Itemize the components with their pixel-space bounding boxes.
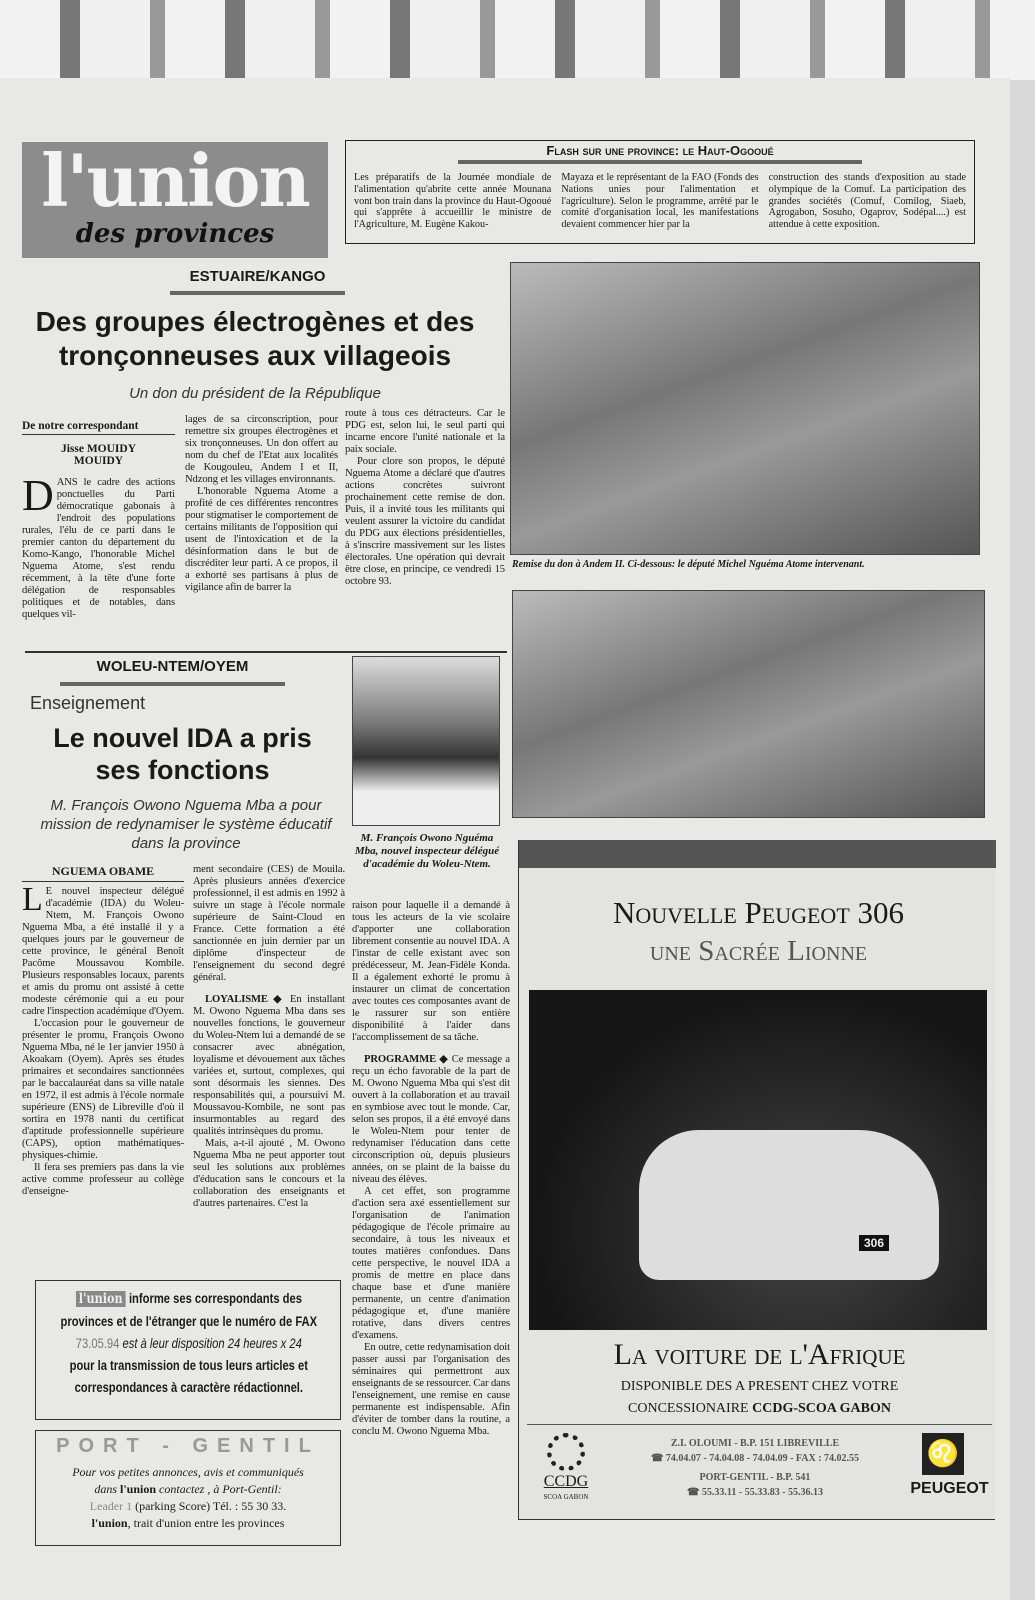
article-text: E nouvel inspecteur délégué d'académie (IDA) du Woleu-Ntem, M. François Owono Nguema Mba, a été installé il y a quelques jours par le gouverneur de cette province, le général Benoît Pacôme Moussavou Kombile. Plusieurs responsables locaux, parents et amis du promu ont assisté à cette modeste cérémonie qui a eu pour cadre l'inspection académique d'Oyem.	[22, 886, 184, 1017]
ad-text: (parking Score) Tél. : 55 30 33.	[135, 1499, 287, 1513]
car-plate: 306	[859, 1235, 889, 1251]
flash-title: Flash sur une province: le Haut-Ogooué	[546, 143, 774, 158]
photo-deputy	[512, 590, 985, 818]
subsection-lead: LOYALISME ◆	[205, 994, 285, 1005]
car-shape	[639, 1130, 939, 1280]
article-text: En installant M. Owono Nguema Mba dans ses nouvelles fonctions, le gouverneur du Woleu-Ntem lui a demandé de se consacrer avec abnégation, loyalisme et dévouement aux tâches variées et, surtout, complexes, qui sont désormais les siennes. Des responsabilités qui, a poursuivi M. Moussavou-Kombile, ne sont pas insurmontables au regard des qualités intrinsèques du promu.	[193, 994, 345, 1137]
article-text: route à tous ces détracteurs. Car le PDG est, selon lui, le seul parti qui incarne encore l'unité nationale et la paix sociale.	[345, 408, 505, 455]
leader-name: Leader 1	[89, 1499, 133, 1513]
article-text: Mais, a-t-il ajouté , M. Owono Nguema Mba ne peut apporter tout seul les solutions aux problèmes d'éducation sans le concours et la collaboration des enseignants et d'autres partenaires. C'est la	[193, 1138, 345, 1209]
port-gentil-ad: PORT - GENTIL Pour vos petites annonces, avis et communiqués dans l'union contactez , à Port-Gentil: Leader 1 (parking Score) Tél. : 55 30 33. l'union, trait d'union entre les provinces	[35, 1430, 341, 1546]
union-brand: l'union	[120, 1482, 157, 1496]
author: Jisse MOUIDY MOUIDY	[60, 443, 137, 467]
article-text: L'honorable Nguema Atome a profité de ces différentes rencontres pour stigmatiser le comportement de certains militants de l'opposition qui usent de l'intoxication et de la désinformation dans le but de discréditer leur parti. A ce propos, il a exhorté ses partisans à plus de vigilance afin de barrer la	[185, 486, 338, 593]
ad-slogan: La voiture de l'Afrique	[613, 1338, 906, 1371]
masthead	[22, 138, 328, 258]
ccdg-subtitle: SCOA GABON	[543, 1493, 589, 1501]
car-photo	[529, 990, 987, 1330]
masthead-title: l'union	[41, 138, 309, 223]
headline: Des groupes électrogènes et des tronçonneuses aux villageois	[35, 306, 475, 371]
notice-text: correspondances à caractère rédactionnel.	[74, 1379, 304, 1395]
peugeot-ad	[518, 840, 995, 1520]
ad-subtitle: une Sacrée Lionne	[649, 935, 868, 967]
peugeot-brand: PEUGEOT	[910, 1480, 989, 1497]
dealer-name: CCDG-SCOA GABON	[752, 1401, 891, 1416]
dealer-phones: ☎ 74.04.07 - 74.04.08 - 74.04.09 - FAX : 74.02.55	[650, 1453, 860, 1464]
subhead: Un don du président de la République	[129, 385, 381, 402]
subhead: M. François Owono Nguema Mba a pour mission de redynamiser le système éducatif dans la province	[40, 797, 332, 852]
article-text: ment secondaire (CES) de Mouila. Après plusieurs années d'exercice professionnel, il est admis en 1992 à suivre un stage à l'école normale supérieure de Saint-Cloud en France. Cette formation a été sanctionnée en juin dernier par un diplôme d'inspecteur de l'enseignement du second degré général.	[193, 864, 345, 983]
flash-col: Les préparatifs de la Journée mondiale de l'alimentation qu'abrite cette année Mounana vont bon train dans la province du Haut-Ogooué qui s'apprête à accueillir le ministre de l'Agriculture, M. Eugène Kakou-	[354, 172, 552, 231]
dealer-phones: ☎ 55.33.11 - 55.33.83 - 55.36.13	[686, 1487, 824, 1498]
section-kicker: WOLEU-NTEM/OYEM	[96, 658, 249, 675]
ad-text: dans	[94, 1482, 117, 1496]
flash-col: Mayaza et le représentant de la FAO (Fonds des Nations unies pour l'alimentation et l'agriculture). Selon le programme, arrêté par le comité d'organisation local, les manifestations devaient commencer hier par la	[561, 172, 759, 231]
article-text: A cet effet, son programme d'action sera axé essentiellement sur l'organisation de l'animation pédagogique de l'école primaire au secondaire, à tous les niveaux et toutes matières confondues. Dans cette perspective, le nouvel IDA a promis de mettre en place dans chaque base et d'une manière permanente, un centre d'animation pédagogique et, d'une manière rotative, dans divers centres d'examens.	[352, 1186, 510, 1341]
ad-text: CONCESSIONAIRE	[628, 1401, 749, 1416]
photo-caption: Remise du don à Andem II. Ci-dessous: le député Michel Nguéma Atome intervenant.	[512, 559, 865, 570]
ad-text: DISPONIBLE DES A PRESENT CHEZ VOTRE	[620, 1379, 899, 1394]
article-text: En outre, cette redynamisation doit passer aussi par l'organisation des séminaires qui permettront aux enseignants de se ressourcer. Car dans l'enseignement, une remise en cause permanente est indispensable. Afin d'éviter de tomber dans la routine, a conclu M. Owono Nguema Mba.	[352, 1342, 510, 1437]
article-text: L'occasion pour le gouverneur de présenter le promu, François Owono Nguema Mba, né le 1er janvier 1950 à Akoakam (Oyem). Après ses études primaires et secondaires sanctionnées par le baccalauréat dans sa ville natale en 1972, il est admis à l'école normale supérieure (ENS) de Libreville d'où il sortira en 1978 nanti du certificat d'aptitude professionnelle supérieure (CAPS), option mathématiques-physiques-chimie.	[22, 1018, 184, 1161]
dealer-address: Z.I. OLOUMI - B.P. 151 LIBREVILLE	[670, 1438, 840, 1449]
portrait-photo	[352, 656, 500, 826]
fax-number: 73.05.94	[75, 1335, 120, 1351]
notice-text: provinces et de l'étranger que le numéro de FAX	[60, 1313, 318, 1329]
byline-label: De notre correspondant	[22, 420, 175, 435]
masthead-subtitle: des provinces	[75, 219, 275, 249]
section-label: Enseignement	[30, 693, 146, 713]
dropcap: D	[22, 471, 54, 520]
photo-donation	[510, 262, 980, 555]
union-brand: l'union	[91, 1516, 128, 1530]
author: NGUEMA OBAME	[22, 864, 184, 882]
fax-notice	[35, 1280, 341, 1420]
dropcap: L	[22, 881, 43, 918]
flash-box	[345, 140, 975, 244]
flash-col: construction des stands d'exposition au stade olympique de la Comuf. La participation des grandes sociétés (Comuf, Comilog, Siaeb, Agrogabon, Sosuho, Ogaprov, Sodépal....) est attendue à cette exposition.	[768, 172, 966, 231]
union-logo: l'union	[76, 1291, 126, 1307]
peugeot-lion-icon: ♌	[922, 1433, 964, 1475]
ccdg-logo-icon	[547, 1433, 585, 1471]
notice-text: est à leur disposition 24 heures x 24	[122, 1335, 302, 1351]
dealer-address: PORT-GENTIL - B.P. 541	[699, 1472, 811, 1483]
article-text: lages de sa circonscription, pour remettre six groupes électrogènes et six tronçonneuses. Un don offert au nom du chef de l'Etat aux localités de Kougouleu, Andem I et II, Ndzong et les villages environnants.	[185, 414, 338, 485]
article-text: ANS le cadre des actions ponctuelles du Parti démocratique gabonais à l'endroit des populations rurales, l'élu de ce parti dans le premier canton du département du Komo-Kango, l'honorable Michel Nguema Atome, s'est rendu récemment, à la tête d'une forte délégation de responsables politiques et de notables, dans quelques vil-	[22, 477, 175, 620]
ad-text: trait d'union entre les provinces	[133, 1516, 285, 1530]
ccdg-logo-text: CCDG	[543, 1473, 589, 1490]
scan-edge	[0, 0, 1035, 80]
article-text: Pour clore son propos, le député Nguema Atome a déclaré que d'autres actions concrètes suivront prochainement cette remise de don. Puis, il a invité tous les militants qui veulent assurer la victoire du candidat du PDG aux élections présidentielles, à s'inscrire massivement sur les listes électorales. Une opération qui devrait être close, en principe, ce vendredi 15 octobre 93.	[345, 456, 505, 587]
article-text: Il fera ses premiers pas dans la vie active comme professeur au collège d'enseigne-	[22, 1162, 184, 1197]
ad-title: Nouvelle Peugeot 306	[612, 895, 905, 930]
subsection-lead: PROGRAMME ◆	[364, 1054, 449, 1065]
port-gentil-title: PORT - GENTIL	[56, 1435, 320, 1457]
ad-text: Pour vos petites annonces, avis et communiqués	[72, 1465, 304, 1479]
section-kicker: ESTUAIRE/KANGO	[189, 268, 326, 285]
headline: Le nouvel IDA a pris ses fonctions	[53, 723, 312, 785]
notice-text: informe ses correspondants des	[128, 1290, 302, 1306]
portrait-caption: M. François Owono Nguéma Mba, nouvel inspecteur délégué d'académie du Woleu-Ntem.	[354, 832, 500, 870]
article-text: Ce message a reçu un écho favorable de la part de M. Owono Nguema Mba qui s'est dit ouvert à la collaboration et au travail en symbiose avec tout le monde. Car, selon ses propos, il a été envoyé dans le Woleu-Ntem pour tenter de redynamiser l'éducation dans cette circonscription où, depuis plusieurs années, on se plaint de la baisse du niveau des élèves.	[352, 1054, 510, 1185]
ad-text: contactez , à Port-Gentil:	[159, 1482, 282, 1496]
notice-text: pour la transmission de tous leurs articles et	[69, 1357, 308, 1373]
article-text: raison pour laquelle il a demandé à tous les acteurs de la vie scolaire d'apporter une collaboration librement consentie au nouvel IDA. A l'instar de celle existant avec son prédécesseur, M. Jean-Fidèle Konda. Il a également exhorté le promu à instaurer un climat de concertation avec toutes ces composantes avant de le rassurer sur son entière disponibilité à l'aider dans l'accomplissement de sa tâche.	[352, 900, 510, 1043]
